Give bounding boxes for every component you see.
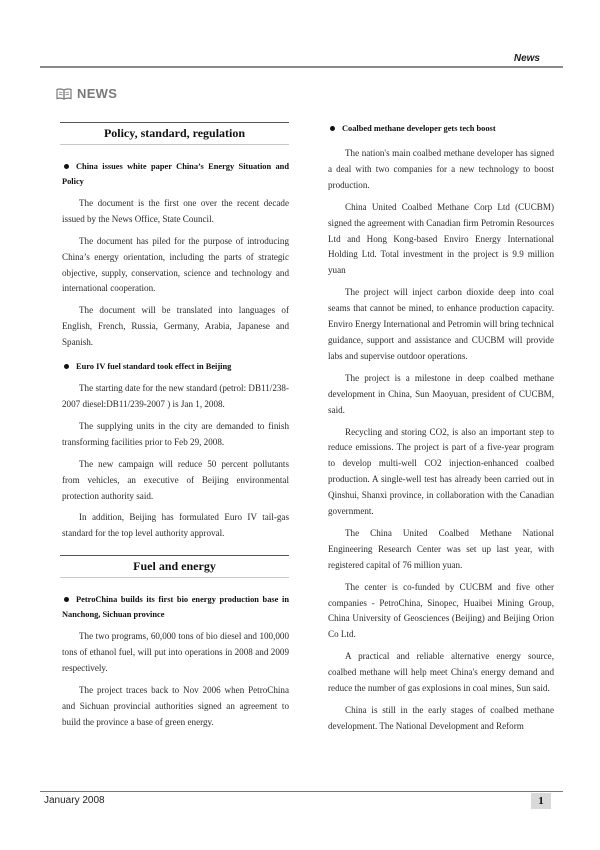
bullet-icon xyxy=(64,597,69,602)
article-title-text: Euro IV fuel standard took effect in Beijing xyxy=(76,362,232,372)
footer-date: January 2008 xyxy=(44,795,105,806)
paragraph: The starting date for the new standard (petrol: DB11/238-2007 diesel:DB11/239-2007 ) is Jan 1, 2008. xyxy=(62,383,289,409)
article-title xyxy=(62,592,289,622)
paragraph: China United Coalbed Methane Corp Ltd (CUCBM) signed the agreement with Canadian firm Petromin Resources Ltd and Hong Kong-based Enviro Energy International Holding Ltd. Total investment in the project is 9.9 million yuan xyxy=(328,201,554,276)
paragraph: The two programs, 60,000 tons of bio diesel and 100,000 tons of ethanol fuel, will put into operations in 2008 and 2009 respectively. xyxy=(62,631,289,673)
left-column xyxy=(62,122,289,737)
footer-rule xyxy=(40,791,563,792)
page-number: 1 xyxy=(531,793,551,809)
section-heading-fuel: Fuel and energy xyxy=(60,555,289,578)
paragraph: The nation's main coalbed methane developer has signed a deal with two companies for a new technology to boost production. xyxy=(328,148,554,190)
section-tag xyxy=(56,86,117,101)
paragraph: The document has piled for the purpose of introducing China’s energy orientation, including the parts of strategic objective, supply, conservation, science and technology and international cooperation. xyxy=(62,235,289,294)
paragraph: Recycling and storing CO2, is also an important step to reduce emissions. The project is part of a five-year program to develop multi-well CO2 injection-enhanced coalbed production. A single-well test has already been carried out in Qinshui, Shanxi province, in collaboration with the Canadian government. xyxy=(328,426,554,517)
article-title xyxy=(62,359,289,374)
paragraph: A practical and reliable alternative energy source, coalbed methane will help meet China's energy demand and reduce the number of gas explosions in coal mines, Sun said. xyxy=(328,651,554,694)
open-book-icon xyxy=(56,88,72,100)
section-tag-label: NEWS xyxy=(77,86,118,101)
article-title-text: China issues white paper China’s Energy Situation and Policy xyxy=(62,161,289,186)
paragraph: The project is a milestone in deep coalbed methane development in China, Sun Maoyuan, president of CUCBM, said. xyxy=(328,372,554,415)
paragraph: The China United Coalbed Methane National Engineering Research Center was set up last year, with registered capital of 76 million yuan. xyxy=(328,527,554,570)
article-title xyxy=(328,121,554,136)
bullet-icon xyxy=(64,164,69,169)
paragraph: The document will be translated into languages of English, French, Russia, Germany, Arabia, Japanese and Spanish. xyxy=(62,305,289,348)
paragraph: China is still in the early stages of coalbed methane development. The National Development and Reform xyxy=(328,705,554,731)
paragraph: The project traces back to Nov 2006 when PetroChina and Sichuan provincial authorities signed an agreement to build the province a base of green energy. xyxy=(62,684,289,727)
article-title-text: PetroChina builds its first bio energy production base in Nanchong, Sichuan province xyxy=(62,595,289,620)
section-heading-policy: Policy, standard, regulation xyxy=(60,122,289,145)
paragraph: The document is the first one over the recent decade issued by the News Office, State Council. xyxy=(62,197,289,224)
bullet-icon xyxy=(64,364,69,369)
paragraph: The supplying units in the city are demanded to finish transforming facilities prior to Feb 29, 2008. xyxy=(62,420,289,447)
article-title xyxy=(62,159,289,189)
header-rule xyxy=(40,66,563,68)
right-column xyxy=(328,121,554,741)
paragraph: The new campaign will reduce 50 percent pollutants from vehicles, an executive of Beijing environmental protection authority said. xyxy=(62,458,289,501)
bullet-icon xyxy=(330,126,335,131)
paragraph: The project will inject carbon dioxide deep into coal seams that cannot be mined, to enhance production capacity. Enviro Energy International and Petromin will bring technical guidance, support and assistance and CUCBM will provide labs and supervise outdoor operations. xyxy=(328,287,554,361)
paragraph: The center is co-funded by CUCBM and five other companies - PetroChina, Sinopec, Huaibei Mining Group, China University of Geosciences (Beijing) and Beijing Orion Co Ltd. xyxy=(328,581,554,640)
running-header: News xyxy=(513,53,540,64)
paragraph: In addition, Beijing has formulated Euro IV tail-gas standard for the top level authority approval. xyxy=(62,512,289,539)
article-title-text: Coalbed methane developer gets tech boost xyxy=(342,124,496,133)
